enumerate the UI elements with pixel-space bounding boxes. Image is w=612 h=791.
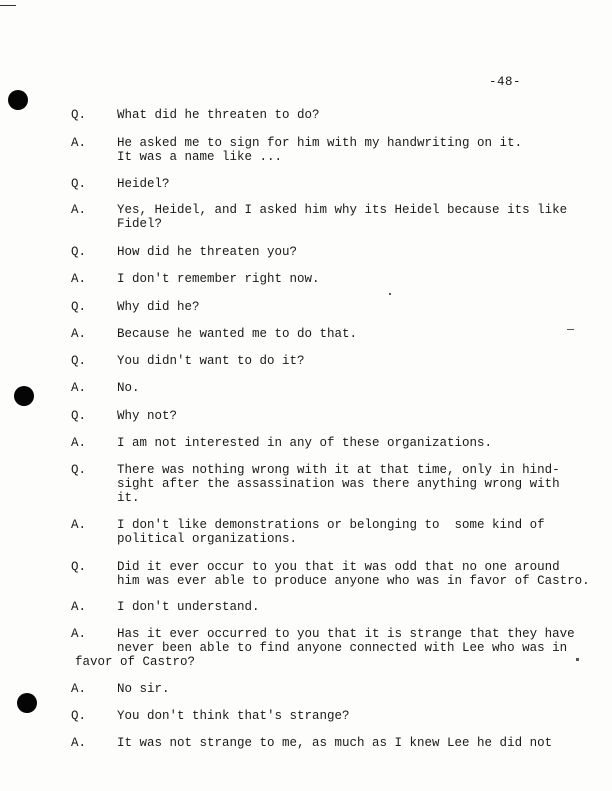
entry-line: You didn't want to do it? [117,354,305,368]
entry-line: Because he wanted me to do that. [117,327,358,341]
entry-line: it. [117,491,140,505]
speaker-label: Q. [71,463,87,477]
scan-edge-mark [0,5,16,6]
entry-line: Did it ever occur to you that it was odd that no one around [117,560,560,574]
entry-line: Heidel? [117,177,170,191]
entry-line: him was ever able to produce anyone who was in favor of Castro. [117,574,590,588]
binder-hole-middle [14,386,34,406]
speaker-label: Q. [71,108,87,122]
entry-line: No. [117,381,140,395]
speaker-label: A. [71,600,87,614]
entry-line: I don't like demonstrations or belonging to some kind of [117,518,545,532]
speaker-label: Q. [71,245,87,259]
speaker-label: Q. [71,409,87,423]
entry-line: It was not strange to me, as much as I knew Lee he did not [117,736,553,750]
page-number: -48- [489,75,522,89]
speaker-label: A. [71,136,87,150]
speaker-label: A. [71,381,87,395]
speaker-label: A. [71,203,87,217]
scan-speck [389,293,391,295]
speaker-label: A. [71,682,87,696]
speaker-label: A. [71,272,87,286]
scan-speck [576,658,579,661]
speaker-label: A. [71,627,87,641]
speaker-label: Q. [71,177,87,191]
speaker-label: A. [71,327,87,341]
speaker-label: A. [71,518,87,532]
entry-line: Why did he? [117,300,200,314]
binder-hole-bottom [17,693,37,713]
entry-line: No sir. [117,682,170,696]
entry-line: sight after the assassination was there anything wrong with [117,477,560,491]
speaker-label: A. [71,736,87,750]
binder-hole-top [8,90,28,110]
entry-line: You don't think that's strange? [117,709,350,723]
speaker-label: Q. [71,354,87,368]
speaker-label: Q. [71,300,87,314]
scan-speck [567,329,574,330]
speaker-label: Q. [71,709,87,723]
entry-line: I am not interested in any of these organizations. [117,436,493,450]
entry-line: Yes, Heidel, and I asked him why its Heidel because its like [117,203,568,217]
entry-line: never been able to find anyone connected with Lee who was in [117,641,568,655]
entry-line: It was a name like ... [117,150,283,164]
entry-line: Has it ever occurred to you that it is strange that they have [117,627,575,641]
entry-line: political organizations. [117,532,298,546]
entry-line: I don't remember right now. [117,272,320,286]
entry-line: He asked me to sign for him with my handwriting on it. [117,136,523,150]
speaker-label: A. [71,436,87,450]
entry-line: Why not? [117,409,178,423]
entry-line: What did he threaten to do? [117,108,320,122]
speaker-label: Q. [71,560,87,574]
entry-line: I don't understand. [117,600,260,614]
entry-line: There was nothing wrong with it at that time, only in hind- [117,463,560,477]
entry-line: Fidel? [117,217,163,231]
entry-line: favor of Castro? [75,655,196,669]
entry-line: How did he threaten you? [117,245,298,259]
